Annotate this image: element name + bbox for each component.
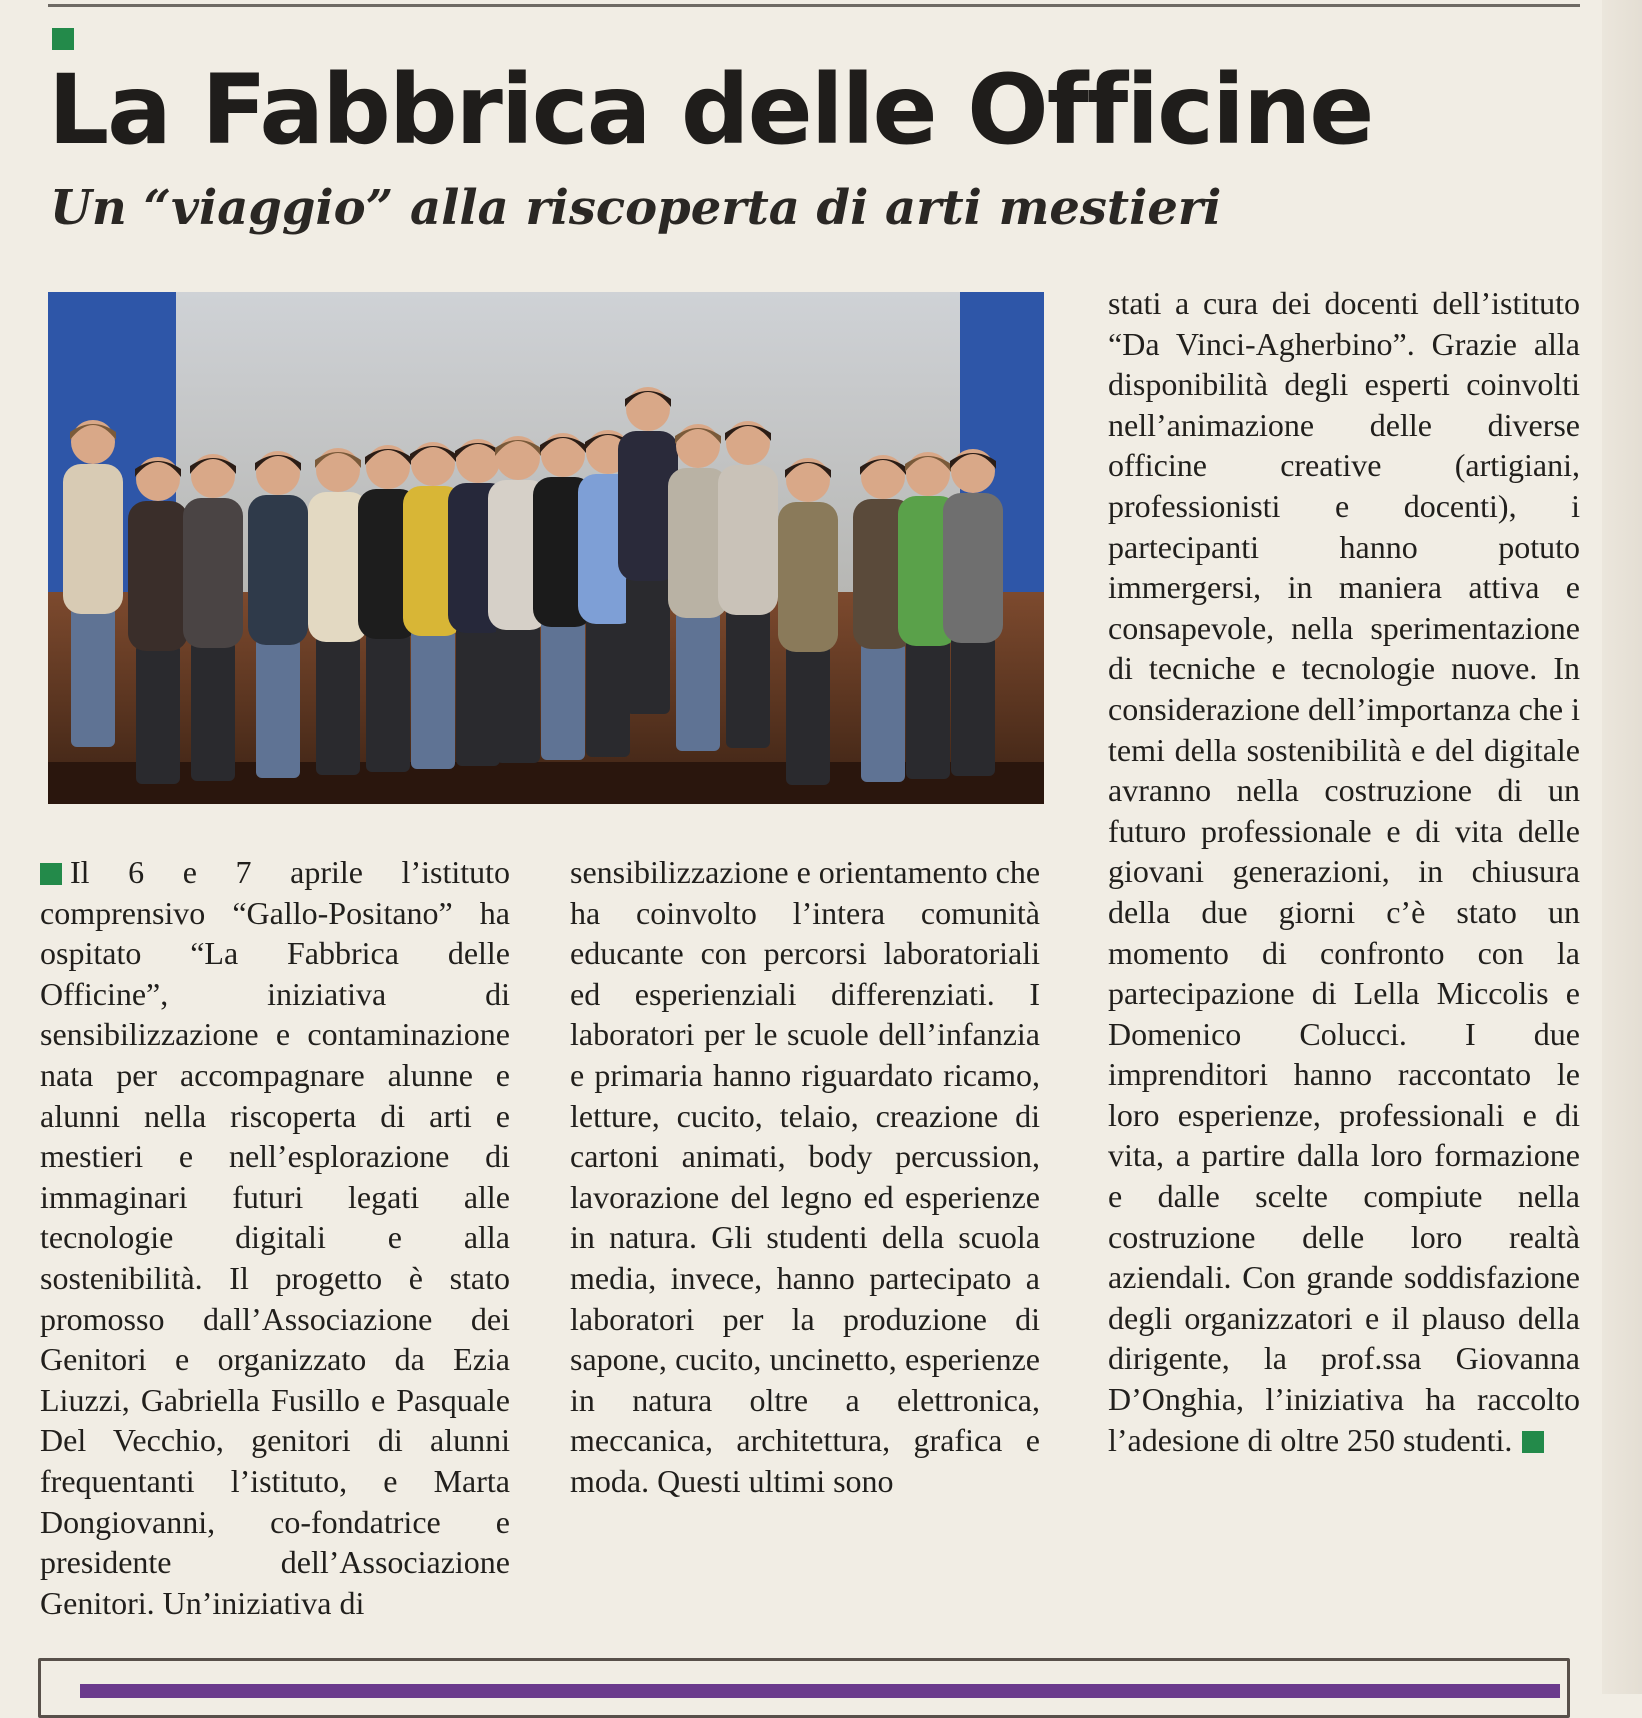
article-column-3: [1108, 283, 1580, 1460]
person-head: [191, 454, 235, 498]
person-head: [496, 436, 540, 480]
person-legs: [411, 629, 455, 769]
person-head: [456, 439, 500, 483]
column-3-text: stati a cura dei docenti dell’istituto “Da Vinci-Agherbino”. Grazie alla disponibilità degli esperti coinvolti nell’animazione delle diverse officine creative (artigiani, professionisti e docenti), i partecipanti hanno potuto immergersi, in maniera attiva e consapevole, nella sperimentazione di tecniche e tecnologie nuove. In considerazione dell’importanza che i temi della sostenibilità e del digitale avranno nella costruzione di un futuro professionale e di vita delle giovani generazioni, in chiusura della due giorni c’è stato un momento di confronto con la partecipazione di Lella Miccolis e Domenico Colucci. I due imprenditori hanno raccontato le loro esperienze, professionali e di vita, a partire dalla loro formazione e dalle scelte compiute nella costruzione delle loro realtà aziendali. Con grande soddisfazione degli organizzatori e il plauso della dirigente, la prof.ssa Giovanna D’Onghia, l’iniziativa ha raccolto l’adesione di oltre 250 studenti.: [1108, 285, 1580, 1458]
person-body: [718, 465, 778, 615]
person-head: [676, 424, 720, 468]
person-legs: [191, 641, 235, 781]
page-edge: [1602, 0, 1642, 1694]
person-head: [786, 458, 830, 502]
person-head: [256, 451, 300, 495]
person-head: [906, 452, 950, 496]
person-head: [726, 421, 770, 465]
person-legs: [316, 635, 360, 775]
person-body: [183, 498, 243, 648]
person-legs: [496, 623, 540, 763]
person-head: [411, 442, 455, 486]
person-head: [366, 445, 410, 489]
person-legs: [676, 611, 720, 751]
group-photo: [48, 292, 1044, 804]
person-head: [71, 420, 115, 464]
person-head: [951, 449, 995, 493]
person-head: [861, 455, 905, 499]
person-legs: [626, 574, 670, 714]
person-head: [541, 433, 585, 477]
person-legs: [726, 608, 770, 748]
start-square-marker: [40, 863, 62, 885]
top-rule: [48, 4, 1580, 7]
next-article-band: [80, 1684, 1560, 1698]
person-legs: [951, 636, 995, 776]
person-body: [63, 464, 123, 614]
article-column-2: [570, 852, 1040, 1502]
end-square-marker: [1522, 1431, 1544, 1453]
section-marker: [52, 28, 74, 50]
person-head: [316, 448, 360, 492]
person-body: [128, 501, 188, 651]
person-body: [778, 502, 838, 652]
person-legs: [71, 607, 115, 747]
person-legs: [586, 617, 630, 757]
person-legs: [906, 639, 950, 779]
person-legs: [861, 642, 905, 782]
person-legs: [786, 645, 830, 785]
person-body: [943, 493, 1003, 643]
column-2-text: sensibilizzazione e orientamento che ha coinvolto l’intera comunità educante con percorsi laboratoriali ed esperienziali differenziati. I laboratori per le scuole dell’infanzia e primaria hanno riguardato ricamo, letture, cucito, telaio, creazione di cartoni animati, body percussion, lavorazione del legno ed esperienze in natura. Gli studenti della scuola media, invece, hanno partecipato a laboratori per la produzione di sapone, cucito, uncinetto, esperienze in natura oltre a elettronica, meccanica, architettura, grafica e moda. Questi ultimi sono: [570, 854, 1041, 1499]
person-head: [136, 457, 180, 501]
person-legs: [541, 620, 585, 760]
person-legs: [456, 626, 500, 766]
person-legs: [136, 644, 180, 784]
person-legs: [366, 632, 410, 772]
column-1-text: Il 6 e 7 aprile l’istituto comprensivo “Gallo-Positano” ha ospitato “La Fabbrica delle Officine”, iniziativa di sensibilizzazione e contaminazione nata per accompagnare alunne e alunni nella riscoperta di arti e mestieri e nell’esplorazione di immaginari futuri legati alle tecnologie digitali e alla sostenibilità. Il progetto è stato promosso dall’Associazione dei Genitori e organizzato da Ezia Liuzzi, Gabriella Fusillo e Pasquale Del Vecchio, genitori di alunni frequentanti l’istituto, e Marta Dongiovanni, co-fondatrice e presidente dell’Associazione Genitori. Un’iniziativa di: [40, 854, 510, 1621]
person-head: [626, 387, 670, 431]
headline: La Fabbrica delle Officine: [48, 54, 1373, 166]
person-body: [248, 495, 308, 645]
subheadline: Un “viaggio” alla riscoperta di arti mestieri: [50, 180, 1222, 236]
person-legs: [256, 638, 300, 778]
article-column-1: [40, 852, 510, 1623]
